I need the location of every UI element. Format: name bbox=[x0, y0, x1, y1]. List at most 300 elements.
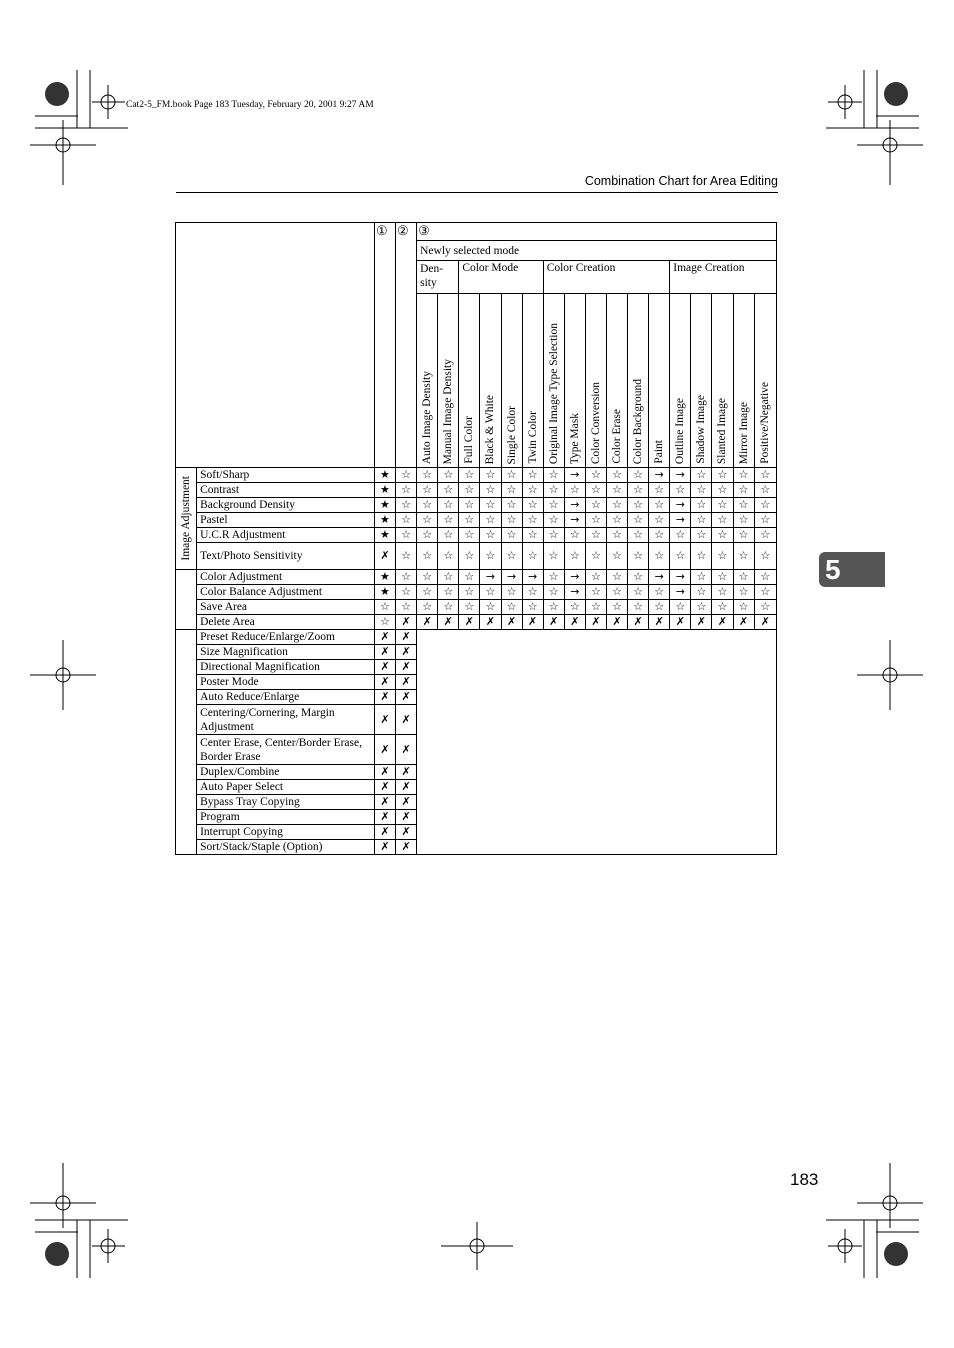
cell-marker-2: ✗ bbox=[396, 705, 417, 735]
table-cell: ☆ bbox=[606, 570, 627, 585]
cell-marker-2: ✗ bbox=[396, 780, 417, 795]
row-label: Color Balance Adjustment bbox=[197, 585, 375, 600]
table-cell: ☆ bbox=[522, 600, 543, 615]
table-cell: ☆ bbox=[754, 468, 776, 483]
table-cell: ☆ bbox=[417, 483, 438, 498]
column-header bbox=[501, 294, 522, 468]
row-label: Program bbox=[197, 810, 375, 825]
cell-marker-1: ✗ bbox=[374, 675, 395, 690]
marker-1: ① bbox=[374, 223, 395, 468]
row-label: Contrast bbox=[197, 483, 375, 498]
row-label: Size Magnification bbox=[197, 645, 375, 660]
table-cell: ☆ bbox=[585, 585, 606, 600]
table-cell: → bbox=[564, 468, 585, 483]
table-cell: ✗ bbox=[543, 615, 564, 630]
table-cell: → bbox=[649, 570, 670, 585]
table-cell: ☆ bbox=[670, 528, 691, 543]
table-cell: ☆ bbox=[522, 585, 543, 600]
column-header bbox=[712, 294, 733, 468]
chapter-tab: 5 bbox=[819, 552, 885, 587]
table-cell: ☆ bbox=[438, 600, 459, 615]
table-cell: ☆ bbox=[670, 600, 691, 615]
cell-marker-1: ✗ bbox=[374, 765, 395, 780]
cell-marker-1: ✗ bbox=[374, 780, 395, 795]
table-cell: ☆ bbox=[606, 498, 627, 513]
cell-marker-2: ✗ bbox=[396, 810, 417, 825]
column-header bbox=[670, 294, 691, 468]
header-rule bbox=[176, 192, 778, 193]
column-header-label: Original Image Type Selection bbox=[547, 322, 560, 464]
table-cell: ☆ bbox=[501, 498, 522, 513]
table-cell: ☆ bbox=[733, 528, 754, 543]
table-cell: ☆ bbox=[733, 543, 754, 570]
table-cell: ☆ bbox=[417, 528, 438, 543]
table-cell: ☆ bbox=[691, 483, 712, 498]
book-line: Cat2-5_FM.book Page 183 Tuesday, February 20, 2001 9:27 AM bbox=[126, 100, 374, 110]
table-cell: ☆ bbox=[733, 498, 754, 513]
table-cell: ☆ bbox=[649, 543, 670, 570]
table-cell: → bbox=[670, 498, 691, 513]
table-cell: ✗ bbox=[628, 615, 649, 630]
table-cell: ☆ bbox=[501, 468, 522, 483]
table-cell: ✗ bbox=[501, 615, 522, 630]
table-cell: ✗ bbox=[522, 615, 543, 630]
table-cell: → bbox=[522, 570, 543, 585]
column-header-label: Black & White bbox=[484, 394, 497, 464]
table-cell: ☆ bbox=[459, 513, 480, 528]
table-cell: ☆ bbox=[733, 483, 754, 498]
column-header bbox=[438, 294, 459, 468]
cell-marker-2: ☆ bbox=[396, 498, 417, 513]
cell-marker-2: ✗ bbox=[396, 660, 417, 675]
row-group-cell bbox=[176, 570, 197, 630]
cell-marker-1: ★ bbox=[374, 528, 395, 543]
table-cell: ✗ bbox=[733, 615, 754, 630]
table-cell: ☆ bbox=[501, 543, 522, 570]
table-cell: → bbox=[564, 513, 585, 528]
table-cell: ☆ bbox=[417, 570, 438, 585]
column-header bbox=[754, 294, 776, 468]
table-cell: ☆ bbox=[606, 528, 627, 543]
table-cell: ☆ bbox=[712, 528, 733, 543]
table-cell: ☆ bbox=[754, 543, 776, 570]
table-cell: ☆ bbox=[585, 498, 606, 513]
table-row bbox=[176, 585, 777, 600]
table-cell: ☆ bbox=[585, 528, 606, 543]
table-cell: ☆ bbox=[438, 528, 459, 543]
row-label: Delete Area bbox=[197, 615, 375, 630]
column-header-label: Auto Image Density bbox=[421, 370, 434, 464]
column-header-label: Shadow Image bbox=[695, 395, 708, 464]
table-cell: ☆ bbox=[564, 528, 585, 543]
column-header-label: Full Color bbox=[463, 416, 476, 464]
cell-marker-2: ✗ bbox=[396, 795, 417, 810]
table-cell: → bbox=[564, 570, 585, 585]
table-cell: ☆ bbox=[754, 570, 776, 585]
column-header-label: Single Color bbox=[505, 405, 518, 464]
table-cell: ✗ bbox=[649, 615, 670, 630]
table-cell: ☆ bbox=[522, 528, 543, 543]
table-cell: ☆ bbox=[628, 468, 649, 483]
table-cell: ☆ bbox=[543, 483, 564, 498]
empty-area bbox=[417, 630, 777, 855]
cell-marker-2: ✗ bbox=[396, 735, 417, 765]
table-cell: ☆ bbox=[480, 468, 501, 483]
cell-marker-2: ☆ bbox=[396, 528, 417, 543]
table-cell: ☆ bbox=[733, 513, 754, 528]
table-cell: ☆ bbox=[543, 468, 564, 483]
table-row bbox=[176, 483, 777, 498]
table-cell: → bbox=[670, 585, 691, 600]
table-cell: ☆ bbox=[417, 468, 438, 483]
column-header bbox=[543, 294, 564, 468]
table-cell: → bbox=[480, 570, 501, 585]
cell-marker-2: ☆ bbox=[396, 468, 417, 483]
table-cell: ☆ bbox=[438, 585, 459, 600]
row-label: Auto Paper Select bbox=[197, 780, 375, 795]
column-header-label: Paint bbox=[653, 440, 666, 464]
table-cell: → bbox=[564, 585, 585, 600]
table-cell: ☆ bbox=[543, 600, 564, 615]
cell-marker-1: ✗ bbox=[374, 543, 395, 570]
table-row bbox=[176, 543, 777, 570]
table-cell: ☆ bbox=[543, 585, 564, 600]
column-header-label: Type Mask bbox=[568, 412, 581, 464]
column-header bbox=[564, 294, 585, 468]
column-header-label: Color Background bbox=[632, 378, 645, 464]
running-header: Combination Chart for Area Editing bbox=[584, 174, 778, 188]
cell-marker-1: ✗ bbox=[374, 840, 395, 855]
table-cell: ☆ bbox=[564, 600, 585, 615]
table-cell: ☆ bbox=[480, 513, 501, 528]
column-header-label: Twin Color bbox=[526, 411, 539, 464]
table-cell: → bbox=[649, 468, 670, 483]
table-cell: ☆ bbox=[501, 513, 522, 528]
table-cell: ☆ bbox=[480, 585, 501, 600]
table-cell: ☆ bbox=[543, 570, 564, 585]
cell-marker-2: ☆ bbox=[396, 483, 417, 498]
table-cell: ☆ bbox=[733, 585, 754, 600]
cell-marker-2: ☆ bbox=[396, 570, 417, 585]
table-cell: ✗ bbox=[670, 615, 691, 630]
table-cell: ☆ bbox=[564, 543, 585, 570]
table-cell: ☆ bbox=[649, 513, 670, 528]
table-cell: ✗ bbox=[438, 615, 459, 630]
cell-marker-2: ✗ bbox=[396, 765, 417, 780]
cell-marker-1: ☆ bbox=[374, 615, 395, 630]
cell-marker-1: ★ bbox=[374, 498, 395, 513]
table-cell: ☆ bbox=[522, 498, 543, 513]
table-cell: ☆ bbox=[606, 468, 627, 483]
cell-marker-1: ★ bbox=[374, 570, 395, 585]
row-label: U.C.R Adjustment bbox=[197, 528, 375, 543]
table-cell: ☆ bbox=[543, 513, 564, 528]
cell-marker-1: ☆ bbox=[374, 600, 395, 615]
table-cell: → bbox=[564, 498, 585, 513]
row-label: Auto Reduce/Enlarge bbox=[197, 690, 375, 705]
table-cell: ☆ bbox=[480, 528, 501, 543]
table-cell: ☆ bbox=[691, 600, 712, 615]
row-label: Background Density bbox=[197, 498, 375, 513]
column-header bbox=[480, 294, 501, 468]
table-cell: ☆ bbox=[712, 498, 733, 513]
column-header bbox=[733, 294, 754, 468]
table-cell: ☆ bbox=[691, 570, 712, 585]
cell-marker-1: ★ bbox=[374, 585, 395, 600]
table-cell: ☆ bbox=[733, 600, 754, 615]
column-header bbox=[522, 294, 543, 468]
table-cell: ☆ bbox=[628, 543, 649, 570]
column-header bbox=[649, 294, 670, 468]
marker-3: ③ bbox=[417, 223, 777, 241]
table-cell: ☆ bbox=[628, 498, 649, 513]
newly-selected-mode: Newly selected mode bbox=[417, 241, 777, 261]
table-cell: ☆ bbox=[522, 483, 543, 498]
cell-marker-2: ✗ bbox=[396, 840, 417, 855]
table-cell: ☆ bbox=[501, 585, 522, 600]
column-header bbox=[628, 294, 649, 468]
column-header bbox=[691, 294, 712, 468]
row-label: Center Erase, Center/Border Erase, Border Erase bbox=[197, 735, 375, 765]
table-cell: ☆ bbox=[691, 543, 712, 570]
table-cell: ☆ bbox=[712, 570, 733, 585]
table-cell: ☆ bbox=[459, 585, 480, 600]
group-color-creation: Color Creation bbox=[543, 261, 670, 294]
table-cell: ☆ bbox=[733, 468, 754, 483]
column-header-label: Positive/Negative bbox=[759, 382, 772, 464]
table-cell: ✗ bbox=[564, 615, 585, 630]
table-cell: ☆ bbox=[649, 483, 670, 498]
table-cell: ☆ bbox=[480, 483, 501, 498]
table-row bbox=[176, 528, 777, 543]
table-cell: ☆ bbox=[417, 600, 438, 615]
corner-cell bbox=[176, 223, 375, 468]
table-cell: ☆ bbox=[501, 483, 522, 498]
cell-marker-1: ✗ bbox=[374, 795, 395, 810]
row-group-label: Image Adjustment bbox=[180, 476, 193, 561]
group-color-mode: Color Mode bbox=[459, 261, 543, 294]
column-header-label: Manual Image Density bbox=[442, 358, 455, 464]
table-cell: ☆ bbox=[628, 570, 649, 585]
table-cell: ✗ bbox=[754, 615, 776, 630]
row-label: Pastel bbox=[197, 513, 375, 528]
cell-marker-2: ✗ bbox=[396, 630, 417, 645]
table-cell: ☆ bbox=[438, 570, 459, 585]
table-cell: ✗ bbox=[585, 615, 606, 630]
table-cell: ☆ bbox=[543, 543, 564, 570]
group-image-creation: Image Creation bbox=[670, 261, 777, 294]
table-cell: ☆ bbox=[754, 498, 776, 513]
table-cell: ☆ bbox=[691, 528, 712, 543]
row-group-cell bbox=[176, 630, 197, 855]
table-cell: ☆ bbox=[712, 468, 733, 483]
table-cell: ☆ bbox=[649, 600, 670, 615]
table-cell: ☆ bbox=[585, 543, 606, 570]
cell-marker-1: ★ bbox=[374, 468, 395, 483]
cell-marker-1: ✗ bbox=[374, 735, 395, 765]
table-cell: → bbox=[670, 513, 691, 528]
table-cell: ☆ bbox=[649, 585, 670, 600]
row-label: Centering/Cornering, Margin Adjustment bbox=[197, 705, 375, 735]
table-cell: ☆ bbox=[628, 585, 649, 600]
table-cell: ☆ bbox=[628, 513, 649, 528]
table-row bbox=[176, 630, 777, 645]
table-cell: ☆ bbox=[522, 468, 543, 483]
column-header-label: Outline Image bbox=[674, 397, 687, 464]
row-label: Bypass Tray Copying bbox=[197, 795, 375, 810]
cell-marker-2: ☆ bbox=[396, 600, 417, 615]
column-header-label: Slanted Image bbox=[716, 397, 729, 464]
table-cell: ☆ bbox=[480, 498, 501, 513]
table-cell: ☆ bbox=[712, 585, 733, 600]
table-row bbox=[176, 570, 777, 585]
table-cell: → bbox=[670, 468, 691, 483]
cell-marker-1: ✗ bbox=[374, 660, 395, 675]
cell-marker-2: ✗ bbox=[396, 690, 417, 705]
table-cell: ☆ bbox=[754, 600, 776, 615]
table-cell: ☆ bbox=[712, 483, 733, 498]
table-cell: ☆ bbox=[438, 483, 459, 498]
table-cell: ☆ bbox=[628, 483, 649, 498]
cell-marker-2: ☆ bbox=[396, 513, 417, 528]
row-label: Interrupt Copying bbox=[197, 825, 375, 840]
table-cell: ☆ bbox=[606, 600, 627, 615]
table-cell: ☆ bbox=[459, 498, 480, 513]
cell-marker-1: ✗ bbox=[374, 630, 395, 645]
row-label: Sort/Stack/Staple (Option) bbox=[197, 840, 375, 855]
cell-marker-1: ✗ bbox=[374, 690, 395, 705]
table-cell: ☆ bbox=[606, 543, 627, 570]
table-cell: ☆ bbox=[606, 483, 627, 498]
column-header bbox=[417, 294, 438, 468]
table-cell: ☆ bbox=[459, 483, 480, 498]
row-label: Duplex/Combine bbox=[197, 765, 375, 780]
table-cell: ✗ bbox=[691, 615, 712, 630]
cell-marker-1: ✗ bbox=[374, 705, 395, 735]
table-cell: → bbox=[501, 570, 522, 585]
table-cell: ☆ bbox=[754, 513, 776, 528]
table-cell: ☆ bbox=[670, 483, 691, 498]
table-cell: ☆ bbox=[754, 528, 776, 543]
table-cell: ☆ bbox=[480, 543, 501, 570]
table-cell: ☆ bbox=[417, 513, 438, 528]
table-cell: ☆ bbox=[438, 513, 459, 528]
combination-chart bbox=[175, 222, 777, 855]
cell-marker-2: ☆ bbox=[396, 543, 417, 570]
table-cell: ☆ bbox=[585, 570, 606, 585]
table-cell: ☆ bbox=[459, 528, 480, 543]
cell-marker-1: ✗ bbox=[374, 825, 395, 840]
marker-2: ② bbox=[396, 223, 417, 468]
page-number: 183 bbox=[790, 1170, 819, 1189]
table-cell: ☆ bbox=[522, 543, 543, 570]
table-cell: ☆ bbox=[649, 498, 670, 513]
table-cell: ☆ bbox=[459, 468, 480, 483]
cell-marker-1: ★ bbox=[374, 483, 395, 498]
table-cell: ✗ bbox=[459, 615, 480, 630]
table-cell: ☆ bbox=[438, 498, 459, 513]
table-cell: ☆ bbox=[459, 570, 480, 585]
column-header-label: Mirror Image bbox=[737, 401, 750, 464]
table-cell: ☆ bbox=[754, 585, 776, 600]
table-cell: ☆ bbox=[606, 513, 627, 528]
table-cell: ☆ bbox=[480, 600, 501, 615]
table-cell: ☆ bbox=[670, 543, 691, 570]
table-cell: ☆ bbox=[501, 600, 522, 615]
column-header-label: Color Erase bbox=[611, 409, 624, 464]
row-label: Preset Reduce/Enlarge/Zoom bbox=[197, 630, 375, 645]
table-cell: ✗ bbox=[606, 615, 627, 630]
table-cell: ☆ bbox=[585, 513, 606, 528]
table-cell: ☆ bbox=[691, 468, 712, 483]
row-group-cell bbox=[176, 468, 197, 570]
table-cell: ☆ bbox=[522, 513, 543, 528]
cell-marker-1: ★ bbox=[374, 513, 395, 528]
table-cell: ☆ bbox=[712, 543, 733, 570]
table-cell: ☆ bbox=[628, 528, 649, 543]
table-cell: ☆ bbox=[691, 498, 712, 513]
table-cell: ✗ bbox=[712, 615, 733, 630]
row-label: Soft/Sharp bbox=[197, 468, 375, 483]
cell-marker-2: ✗ bbox=[396, 675, 417, 690]
table-cell: ☆ bbox=[564, 483, 585, 498]
table-cell: ☆ bbox=[417, 498, 438, 513]
cell-marker-1: ✗ bbox=[374, 810, 395, 825]
table-row bbox=[176, 513, 777, 528]
table-cell: ☆ bbox=[501, 528, 522, 543]
table-row bbox=[176, 468, 777, 483]
column-header bbox=[459, 294, 480, 468]
table-cell: → bbox=[670, 570, 691, 585]
table-cell: ☆ bbox=[606, 585, 627, 600]
table-cell: ☆ bbox=[691, 513, 712, 528]
table-cell: ☆ bbox=[543, 528, 564, 543]
table-cell: ☆ bbox=[628, 600, 649, 615]
table-cell: ✗ bbox=[480, 615, 501, 630]
table-row bbox=[176, 600, 777, 615]
column-header bbox=[585, 294, 606, 468]
cell-marker-1: ✗ bbox=[374, 645, 395, 660]
table-cell: ☆ bbox=[712, 513, 733, 528]
column-header-label: Color Conversion bbox=[589, 381, 602, 464]
table-cell: ☆ bbox=[459, 543, 480, 570]
table-cell: ☆ bbox=[585, 483, 606, 498]
cell-marker-2: ✗ bbox=[396, 615, 417, 630]
table-cell: ☆ bbox=[712, 600, 733, 615]
table-cell: ✗ bbox=[417, 615, 438, 630]
row-label: Poster Mode bbox=[197, 675, 375, 690]
row-label: Text/Photo Sensitivity bbox=[197, 543, 375, 570]
table-cell: ☆ bbox=[754, 483, 776, 498]
column-header bbox=[606, 294, 627, 468]
table-cell: ☆ bbox=[438, 468, 459, 483]
table-cell: ☆ bbox=[417, 543, 438, 570]
table-cell: ☆ bbox=[585, 468, 606, 483]
cell-marker-2: ✗ bbox=[396, 645, 417, 660]
table-row bbox=[176, 498, 777, 513]
group-density: Den- sity bbox=[417, 261, 459, 294]
row-label: Directional Magnification bbox=[197, 660, 375, 675]
table-cell: ☆ bbox=[543, 498, 564, 513]
table-cell: ☆ bbox=[438, 543, 459, 570]
table-row bbox=[176, 615, 777, 630]
cell-marker-2: ☆ bbox=[396, 585, 417, 600]
table-cell: ☆ bbox=[459, 600, 480, 615]
table-cell: ☆ bbox=[417, 585, 438, 600]
row-label: Save Area bbox=[197, 600, 375, 615]
table-cell: ☆ bbox=[691, 585, 712, 600]
table-cell: ☆ bbox=[585, 600, 606, 615]
